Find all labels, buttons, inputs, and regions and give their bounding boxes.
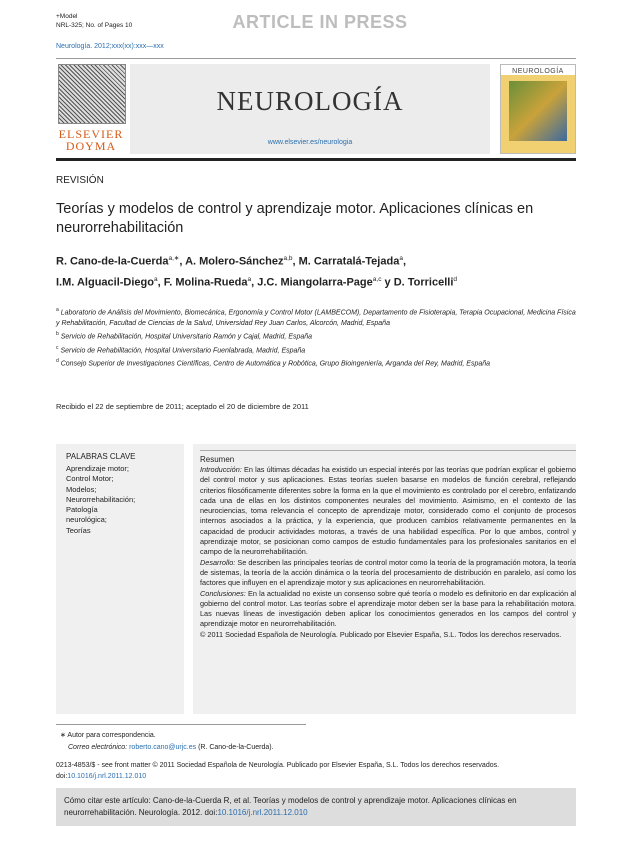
journal-reference-link[interactable]: Neurología. 2012;xxx(xx):xxx—xxx <box>56 43 164 50</box>
article-in-press-banner: ARTICLE IN PRESS <box>232 12 408 32</box>
article-title: Teorías y modelos de control y aprendizaje motor. Aplicaciones clínicas en neurorrehabilitación <box>56 201 534 236</box>
author-affiliation-mark: d <box>453 275 458 283</box>
abstract-intro: Introducción: En las últimas décadas ha existido un especial interés por las teorías que podrían explicar el gobierno del control motor y sus aplicaciones. Estas teorías suelen basarse en modelos de función cerebral, reflejando criterios filosóficamente diferentes sobre la forma en la que el movimiento es controlado por el cerebro, enfatizando cada una de ellas en los distintos componentes neurales del movimiento. Asimismo, en el contexto de las neurociencias, toma relevancia el concepto de aprendizaje motor, considerado como el conjunto de procesos internos asociados a la práctica, y la experiencia, que producen cambios relativamente permanentes en la capacidad de producir actividades motoras, a través de una habilidad específica. Por lo que ambos, control y aprendizaje motor, se posicionan como campos de estudio fundamentales para los profesionales sanitarios en el campo de la neurorrehabilitación. <box>200 465 576 557</box>
elsevier-logo <box>56 64 126 154</box>
keywords-list <box>66 464 135 536</box>
model-tag: +Model <box>56 13 78 20</box>
section-label: REVISIÓN <box>56 175 104 186</box>
keyword-item: Control Motor; <box>66 474 114 484</box>
author-name: F. Molina-Rueda <box>163 276 248 289</box>
keyword-item: Aprendizaje motor; <box>66 464 129 473</box>
journal-url-link[interactable]: www.elsevier.es/neurologia <box>267 139 353 146</box>
author-affiliation-mark: a,c <box>372 275 382 283</box>
author-name: D. Torricelli <box>393 276 454 289</box>
journal-title: NEUROLOGÍA <box>216 86 404 116</box>
abstract-body <box>200 465 576 640</box>
cover-title: NEUROLOGÍA <box>501 65 575 75</box>
keyword-item: Neurorrehabilitación; <box>66 494 136 504</box>
author-name: M. Carratalá-Tejada <box>298 255 400 268</box>
author-name: R. Cano-de-la-Cuerda <box>56 255 169 268</box>
keyword-item: Patología <box>66 505 98 515</box>
author-name: I.M. Alguacil-Diego <box>56 276 154 289</box>
abstract-heading: Resumen <box>200 455 235 464</box>
keyword-item: neurológica; <box>66 515 107 525</box>
author-affiliation-mark: a,b <box>283 255 293 262</box>
citation-text: Cómo citar este artículo: Cano-de-la-Cuerda R, et al. Teorías y modelos de control y aprendizaje motor. Aplicaciones clínicas en neurorrehabilitación. Neurología. 2012. doi:10.1016/j.nrl.2011.12.010 <box>64 796 517 817</box>
manuscript-ref: NRL-325; No. of Pages 10 <box>56 22 133 29</box>
corresponding-author-note: ∗ Autor para correspondencia. Correo electrónico: roberto.cano@urjc.es (R. Cano-de-la-Cuerda). <box>60 732 274 751</box>
author-affiliation-mark: a <box>399 255 403 262</box>
abstract-conclusions: Conclusiones: En la actualidad no existe un consenso sobre qué teoría o modelo es definitorio en dar explicación al gobierno del control motor. Las teorías sobre el aprendizaje motor deben ser la base para la rehabilitación motora. Las nuevas líneas de investigación deben aplicar los conocimientos generados en los campos del control y aprendizaje motor en neurorrehabilitación. <box>200 588 576 629</box>
abstract-rule <box>200 450 576 451</box>
affiliation-item: $^a$ Laboratorio de Análisis del Movimiento, Biomecánica, Ergonomía y Control Motor (LAMBECOM), Departamento de Fisioterapia, Terapia Ocupacional, Medicina Física y Rehabilitación, Facultad de Ciencias de la Salud, Universidad Rey Juan Carlos, Alcorcón, Madrid, España <box>56 307 576 328</box>
footnote-rule <box>56 724 306 725</box>
affiliation-item: $^c$ Servicio de Rehabilitación, Hospital Universitario Fuenlabrada, Madrid, España <box>56 344 306 354</box>
author-name: A. Molero-Sánchez <box>185 255 284 268</box>
masthead-divider <box>56 158 576 161</box>
author-affiliation-mark: a <box>154 275 158 283</box>
abstract-copyright: © 2011 Sociedad Española de Neurología. Publicado por Elsevier España, S.L. Todos los derechos reservados. <box>200 629 562 639</box>
cover-image <box>509 81 567 141</box>
doi-link[interactable]: 10.1016/j.nrl.2011.12.010 <box>67 773 147 780</box>
keyword-item: Modelos; <box>66 484 97 494</box>
author-affiliation-mark: a <box>247 275 252 283</box>
email-link[interactable]: roberto.cano@urjc.es <box>129 744 197 751</box>
keyword-item: Teorías <box>66 525 91 535</box>
affiliation-item: $^d$ Consejo Superior de Investigaciones Científicas, Centro de Automática y Robótica, Grupo Bioingeniería, Arganda del Rey, Madrid, España <box>56 357 491 368</box>
affiliations <box>56 305 581 369</box>
publisher-name: ELSEVIER DOYMA <box>58 127 124 153</box>
header-divider <box>56 58 576 59</box>
author-line-1: R. Cano-de-la-Cuerda$^{a,∗}$, A. Molero-Sánchez$^{a,b}$, M. Carratalá-Tejada$^a$, <box>56 255 406 268</box>
keywords-heading: PALABRAS CLAVE <box>66 452 136 461</box>
journal-cover-thumbnail <box>500 64 576 154</box>
citation-doi-link[interactable]: 10.1016/j.nrl.2011.12.010 <box>217 807 308 817</box>
front-matter-copyright: 0213-4853/$ - see front matter © 2011 Sociedad Española de Neurología. Publicado por Elsevier España, S.L. Todos los derechos reservados. doi:10.1016/j.nrl.2011.12.010 <box>56 762 500 780</box>
author-list <box>56 250 586 291</box>
affiliation-item: $^b$ Servicio de Rehabilitación, Hospital Universitario Ramón y Cajal, Madrid, España <box>56 331 313 341</box>
abstract-development: Desarrollo: Se describen las principales teorías de control motor como la teoría de la programación motora, la teoría de sistemas, la teoría de la acción dinámica o la teoría del procesamiento de distribución en paralelo, así como los factores que influyen en el aprendizaje motor y sus aplicaciones en neurorrehabilitación. <box>200 557 576 588</box>
received-dates: Recibido el 22 de septiembre de 2011; aceptado el 20 de diciembre de 2011 <box>56 402 309 411</box>
author-affiliation-mark: a,∗ <box>168 255 180 262</box>
author-line-2: I.M. Alguacil-Diego$^a$, F. Molina-Rueda$^a$, J.C. Miangolarra-Page$^{a,c}$ y D. Torricelli$^d$ <box>56 275 458 289</box>
elsevier-tree-icon <box>58 64 126 124</box>
author-name: J.C. Miangolarra-Page <box>257 276 373 289</box>
